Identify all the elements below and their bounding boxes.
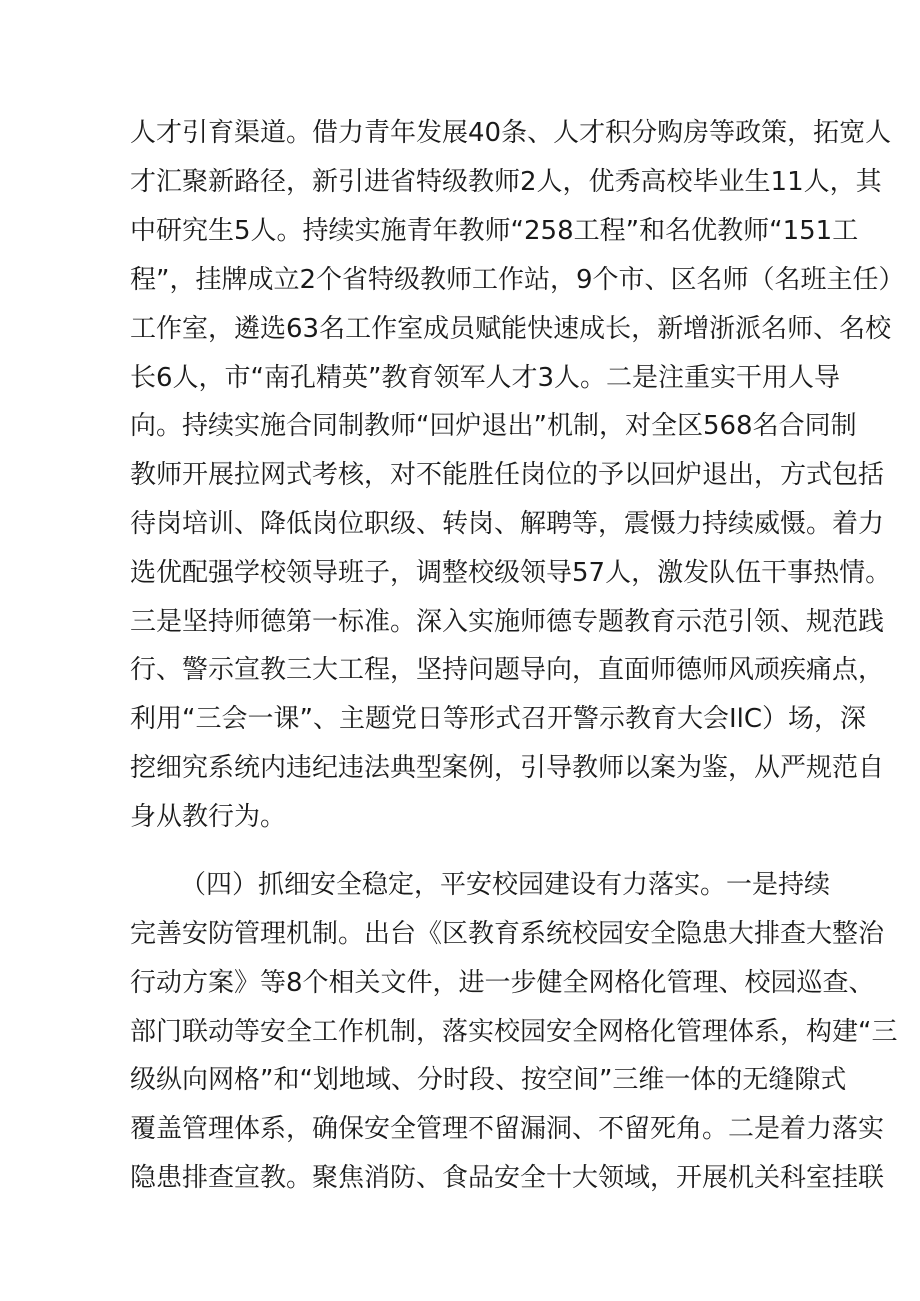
section-heading-line: （四）抓细安全稳定，平安校园建设有力落实。一是持续	[180, 870, 831, 900]
text-line: 待岗培训、降低岗位职级、转岗、解聘等，震慑力持续威慑。着力	[130, 509, 885, 539]
text-line: 选优配强学校领导班子，调整校级领导57人，激发队伍干事热情。	[130, 558, 892, 588]
text-line: 级纵向网格”和“划地域、分时段、按空间”三维一体的无缝隙式	[130, 1065, 847, 1095]
text-line: 覆盖管理体系，确保安全管理不留漏洞、不留死角。二是着力落实	[130, 1114, 885, 1144]
text-line: 工作室，遴选63名工作室成员赋能快速成长，新增浙派名师、名校	[130, 314, 892, 344]
text-line: 部门联动等安全工作机制，落实校园安全网格化管理体系，构建“三	[130, 1017, 898, 1047]
text-line: 行动方案》等8个相关文件，进一步健全网格化管理、校园巡查、	[130, 968, 875, 998]
text-line: 人才引育渠道。借力青年发展40条、人才积分购房等政策，拓宽人	[130, 118, 892, 148]
text-line: 程”，挂牌成立2个省特级教师工作站，9个市、区名师（名班主任）	[130, 265, 905, 295]
text-line: 身从教行为。	[130, 802, 287, 832]
text-line: 三是坚持师德第一标准。深入实施师德专题教育示范引领、规范践	[130, 607, 885, 637]
text-line: 利用“三会一课”、主题党日等形式召开警示教育大会IlC）场，深	[130, 704, 866, 734]
text-line: 教师开展拉网式考核，对不能胜任岗位的予以回炉退出，方式包括	[130, 460, 885, 490]
text-line: 挖细究系统内违纪违法典型案例，引导教师以案为鉴，从严规范自	[130, 753, 885, 783]
text-line: 中研究生5人。持续实施青年教师“258工程”和名优教师“151工	[130, 216, 859, 246]
text-line: 隐患排查宣教。聚焦消防、食品安全十大领域，开展机关科室挂联	[130, 1163, 885, 1193]
text-line: 才汇聚新路径，新引进省特级教师2人，优秀高校毕业生11人，其	[130, 167, 882, 197]
text-line: 长6人，市“南孔精英”教育领军人才3人。二是注重实干用人导	[130, 363, 841, 393]
text-line: 行、警示宣教三大工程，坚持问题导向，直面师德师风顽疾痛点，	[130, 655, 885, 685]
text-line: 向。持续实施合同制教师“回炉退出”机制，对全区568名合同制	[130, 411, 857, 441]
text-line: 完善安防管理机制。出台《区教育系统校园安全隐患大排查大整治	[130, 919, 885, 949]
